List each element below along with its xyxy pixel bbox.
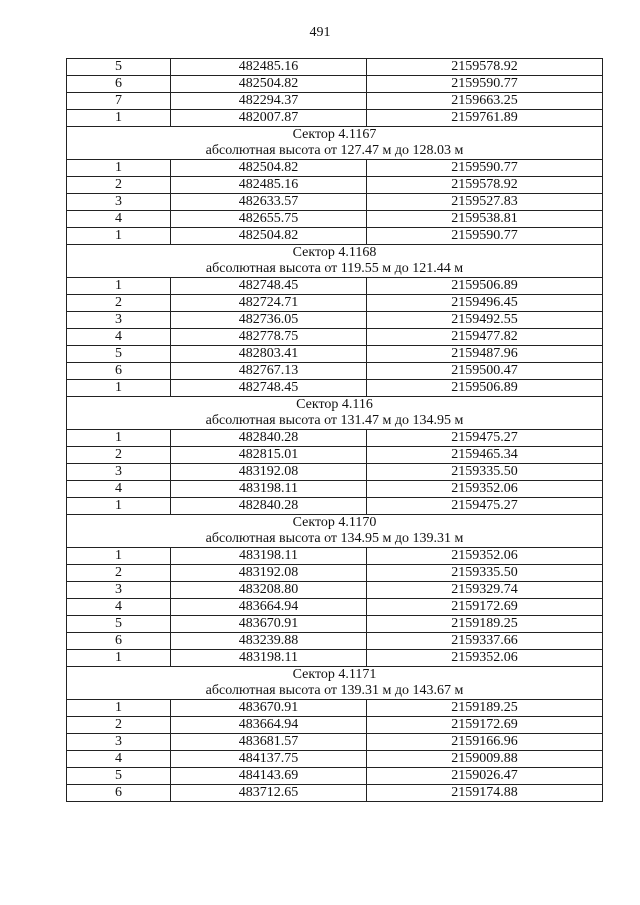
- sector-title-row: [67, 515, 603, 532]
- coordinate-y: 2159527.83: [367, 194, 603, 211]
- point-number: 3: [67, 194, 171, 211]
- coordinate-x: 482504.82: [171, 228, 367, 245]
- point-number: 2: [67, 295, 171, 312]
- point-number: 6: [67, 363, 171, 380]
- coordinate-x: 483670.91: [171, 700, 367, 717]
- coordinate-x: 483192.08: [171, 565, 367, 582]
- coordinate-y: 2159352.06: [367, 548, 603, 565]
- coordinate-x: 482504.82: [171, 76, 367, 93]
- coordinate-y: 2159352.06: [367, 650, 603, 667]
- point-number: 2: [67, 447, 171, 464]
- point-number: 2: [67, 717, 171, 734]
- point-number: 7: [67, 93, 171, 110]
- point-number: 5: [67, 768, 171, 785]
- point-number: 5: [67, 616, 171, 633]
- table-row: [67, 329, 603, 346]
- coordinate-y: 2159189.25: [367, 700, 603, 717]
- sector-title: Сектор 4.1168: [67, 245, 603, 262]
- coordinate-y: 2159465.34: [367, 447, 603, 464]
- point-number: 1: [67, 160, 171, 177]
- coordinate-y: 2159475.27: [367, 498, 603, 515]
- coordinate-y: 2159590.77: [367, 160, 603, 177]
- coordinate-y: 2159477.82: [367, 329, 603, 346]
- point-number: 2: [67, 565, 171, 582]
- coordinate-x: 482778.75: [171, 329, 367, 346]
- coordinate-x: 483239.88: [171, 633, 367, 650]
- sector-altitude-row: [67, 683, 603, 700]
- coordinate-y: 2159475.27: [367, 430, 603, 447]
- coordinate-x: 482655.75: [171, 211, 367, 228]
- point-number: 4: [67, 751, 171, 768]
- table-row: [67, 633, 603, 650]
- point-number: 6: [67, 76, 171, 93]
- coordinate-x: 482840.28: [171, 430, 367, 447]
- table-row: [67, 93, 603, 110]
- table-row: [67, 582, 603, 599]
- point-number: 4: [67, 211, 171, 228]
- point-number: 1: [67, 650, 171, 667]
- coordinate-x: 482504.82: [171, 160, 367, 177]
- point-number: 3: [67, 312, 171, 329]
- point-number: 1: [67, 700, 171, 717]
- table-row: [67, 751, 603, 768]
- sector-altitude: абсолютная высота от 134.95 м до 139.31 м: [67, 531, 603, 548]
- coordinate-y: 2159166.96: [367, 734, 603, 751]
- table-row: [67, 59, 603, 76]
- coordinate-x: 483681.57: [171, 734, 367, 751]
- coordinate-x: 482748.45: [171, 380, 367, 397]
- table-row: [67, 177, 603, 194]
- sector-altitude-row: [67, 531, 603, 548]
- sector-altitude-row: [67, 413, 603, 430]
- table-row: [67, 380, 603, 397]
- coordinate-y: 2159578.92: [367, 59, 603, 76]
- coordinate-x: 483664.94: [171, 599, 367, 616]
- coordinate-y: 2159487.96: [367, 346, 603, 363]
- sector-altitude: абсолютная высота от 119.55 м до 121.44 м: [67, 261, 603, 278]
- coordinate-x: 482767.13: [171, 363, 367, 380]
- point-number: 1: [67, 430, 171, 447]
- table-row: [67, 295, 603, 312]
- point-number: 1: [67, 278, 171, 295]
- sector-title-row: [67, 245, 603, 262]
- coordinate-x: 482007.87: [171, 110, 367, 127]
- sector-title: Сектор 4.1170: [67, 515, 603, 532]
- table-row: [67, 768, 603, 785]
- table-row: [67, 785, 603, 802]
- coordinate-y: 2159172.69: [367, 717, 603, 734]
- coordinate-y: 2159335.50: [367, 464, 603, 481]
- coordinate-x: 483192.08: [171, 464, 367, 481]
- table-row: [67, 76, 603, 93]
- coordinate-y: 2159590.77: [367, 228, 603, 245]
- sector-title-row: [67, 397, 603, 414]
- sector-title-row: [67, 127, 603, 144]
- coordinate-y: 2159506.89: [367, 278, 603, 295]
- coordinate-x: 483198.11: [171, 650, 367, 667]
- table-row: [67, 312, 603, 329]
- point-number: 4: [67, 481, 171, 498]
- point-number: 1: [67, 498, 171, 515]
- coordinate-y: 2159663.25: [367, 93, 603, 110]
- sector-altitude: абсолютная высота от 131.47 м до 134.95 м: [67, 413, 603, 430]
- table-row: [67, 464, 603, 481]
- coordinate-x: 483712.65: [171, 785, 367, 802]
- point-number: 4: [67, 599, 171, 616]
- coordinate-y: 2159492.55: [367, 312, 603, 329]
- coordinate-y: 2159172.69: [367, 599, 603, 616]
- table-row: [67, 228, 603, 245]
- point-number: 3: [67, 582, 171, 599]
- coordinate-x: 483670.91: [171, 616, 367, 633]
- sector-altitude: абсолютная высота от 127.47 м до 128.03 м: [67, 143, 603, 160]
- table-row: [67, 447, 603, 464]
- coordinate-x: 482294.37: [171, 93, 367, 110]
- point-number: 6: [67, 785, 171, 802]
- table-row: [67, 650, 603, 667]
- coordinate-x: 483198.11: [171, 548, 367, 565]
- table-row: [67, 700, 603, 717]
- table-row: [67, 363, 603, 380]
- sector-title: Сектор 4.1171: [67, 667, 603, 684]
- point-number: 2: [67, 177, 171, 194]
- table-row: [67, 278, 603, 295]
- coordinate-x: 482724.71: [171, 295, 367, 312]
- coordinate-y: 2159500.47: [367, 363, 603, 380]
- coordinate-x: 484143.69: [171, 768, 367, 785]
- coordinate-x: 482633.57: [171, 194, 367, 211]
- coordinate-x: 483208.80: [171, 582, 367, 599]
- page-number: 491: [309, 25, 331, 40]
- point-number: 5: [67, 59, 171, 76]
- point-number: 4: [67, 329, 171, 346]
- sector-altitude: абсолютная высота от 139.31 м до 143.67 м: [67, 683, 603, 700]
- coordinate-x: 482748.45: [171, 278, 367, 295]
- coordinate-x: 482736.05: [171, 312, 367, 329]
- table-row: [67, 734, 603, 751]
- table-row: [67, 481, 603, 498]
- coordinate-x: 483198.11: [171, 481, 367, 498]
- coordinate-x: 483664.94: [171, 717, 367, 734]
- coordinate-y: 2159329.74: [367, 582, 603, 599]
- sector-altitude-row: [67, 143, 603, 160]
- coordinate-y: 2159761.89: [367, 110, 603, 127]
- coordinate-x: 482803.41: [171, 346, 367, 363]
- table-row: [67, 110, 603, 127]
- sector-title: Сектор 4.116: [67, 397, 603, 414]
- point-number: 1: [67, 228, 171, 245]
- coordinate-y: 2159590.77: [367, 76, 603, 93]
- coordinate-y: 2159352.06: [367, 481, 603, 498]
- point-number: 3: [67, 734, 171, 751]
- coordinate-x: 484137.75: [171, 751, 367, 768]
- coordinate-x: 482485.16: [171, 177, 367, 194]
- table-row: [67, 717, 603, 734]
- sector-altitude-row: [67, 261, 603, 278]
- coordinate-y: 2159506.89: [367, 380, 603, 397]
- coordinate-x: 482485.16: [171, 59, 367, 76]
- point-number: 1: [67, 380, 171, 397]
- coordinate-y: 2159009.88: [367, 751, 603, 768]
- table-row: [67, 430, 603, 447]
- table-row: [67, 548, 603, 565]
- table-row: [67, 160, 603, 177]
- coordinate-x: 482840.28: [171, 498, 367, 515]
- sector-title-row: [67, 667, 603, 684]
- table-row: [67, 346, 603, 363]
- sector-title: Сектор 4.1167: [67, 127, 603, 144]
- point-number: 1: [67, 548, 171, 565]
- table-row: [67, 599, 603, 616]
- coordinate-y: 2159335.50: [367, 565, 603, 582]
- coordinate-y: 2159496.45: [367, 295, 603, 312]
- table-row: [67, 616, 603, 633]
- coordinate-x: 482815.01: [171, 447, 367, 464]
- coordinate-y: 2159026.47: [367, 768, 603, 785]
- coordinate-y: 2159174.88: [367, 785, 603, 802]
- point-number: 3: [67, 464, 171, 481]
- table-row: [67, 194, 603, 211]
- table-row: [67, 211, 603, 228]
- coordinate-y: 2159578.92: [367, 177, 603, 194]
- point-number: 5: [67, 346, 171, 363]
- coordinate-y: 2159538.81: [367, 211, 603, 228]
- point-number: 1: [67, 110, 171, 127]
- table-row: [67, 565, 603, 582]
- coordinate-y: 2159189.25: [367, 616, 603, 633]
- point-number: 6: [67, 633, 171, 650]
- coordinates-table-body: [67, 59, 603, 802]
- coordinates-table: [66, 58, 603, 802]
- table-row: [67, 498, 603, 515]
- coordinate-y: 2159337.66: [367, 633, 603, 650]
